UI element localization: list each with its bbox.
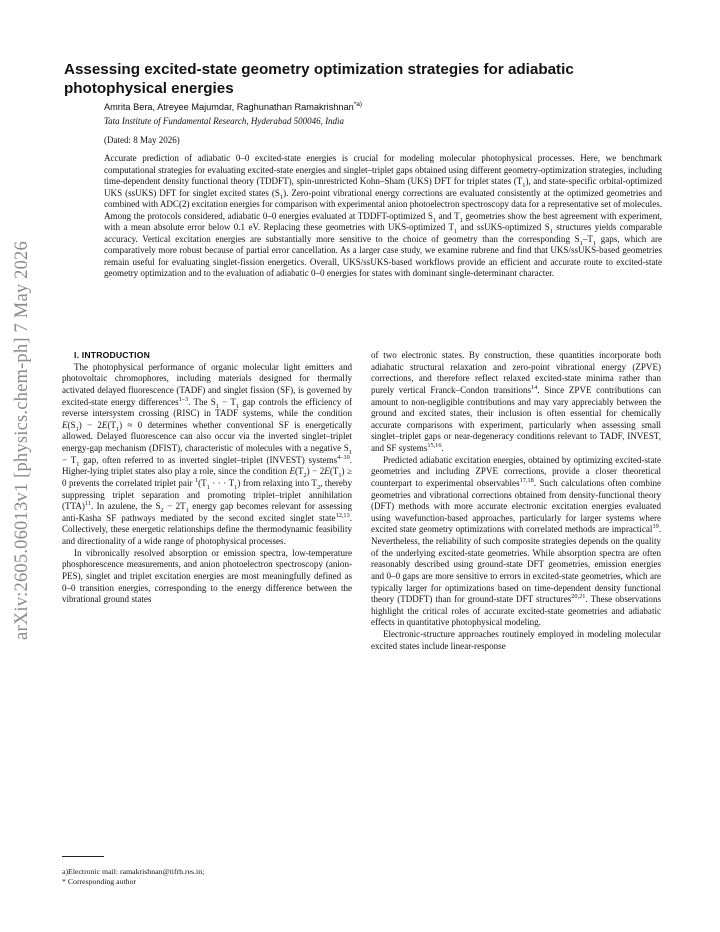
affiliation: Tata Institute of Fundamental Research, Hyderabad 500046, India <box>104 116 345 126</box>
body-paragraph: Predicted adiabatic excitation energies, obtained by optimizing excited-state geometries and including ZPVE corrections, provide a closer theoretical counterpart to experimental observables$^{17,18}$. Such calculations often combine geometries and vibrational corrections obtained from density-functional theory (DFT) methods with more accurate electronic excitation energies evaluated using wavefunction-based approaches, particularly for larger systems where excited state geometry optimizations with correlated methods are impractical$^{19}$. Nevertheless, the reliability of such composite strategies depends on the quality of the underlying excited-state geometries. While absorption spectra are often reasonably described using ground-state DFT geometries, emission energies and 0–0 gaps are more sensitive to errors in excited-state geometries, which are typically larger for optimizations based on time-dependent density functional theory (TDDFT) than for ground-state DFT structures$^{20,21}$. These observations highlight the critical roles of accurate excited-state geometries and adiabatic effects in quantitative photophysical modeling. <box>371 454 661 628</box>
section-heading: I. INTRODUCTION <box>74 350 151 360</box>
body-paragraph: The photophysical performance of organic molecular light emitters and photovoltaic chromophores, including materials designed for thermally activated delayed fluorescence (TADF) and singlet fission (SF), is governed by excited-state energy differences$^{1-3}$. The $S_1 - T_1$ gap controls the efficiency of reverse intersystem crossing (RISC) in TADF systems, while the condition $E(S_1) - 2E(T_1) \approx 0$ determines whether conventional SF is energetically allowed. Delayed fluorescence can also occur via the inverted singlet–triplet energy-gap mechanism (DFIST), characteristic of molecules with a negative $S_1 - T_1$ gap, often referred to as inverted singlet–triplet (INVEST) systems$^{4-10}$. Higher-lying triplet states also play a role, since the condition $E(T_2) - 2E(T_1) \ge 0$ prevents the correlated triplet pair $^1(T_1$ · · · $T_1$) from relaxing into $T_2$, thereby suppressing triplet separation and promoting triplet–triplet annihilation (TTA)$^{11}$. In azulene, the $S_2 - 2T_1$ energy gap becomes relevant for assessing anti-Kasha SF pathways mediated by the second excited singlet state$^{12,13}$. Collectively, these energetic relationships define the thermodynamic feasibility and directionality of a wide range of photophysical processes. <box>62 361 352 546</box>
body-paragraph: In vibronically resolved absorption or emission spectra, low-temperature phosphorescence measurements, and anion photoelectron spectroscopy (anion-PES), singlet and triplet excitation energies are most meaningfully defined as 0–0 transition energies, corresponding to the energy difference between the vibrational ground states <box>62 547 352 605</box>
arxiv-stamp <box>2 210 42 670</box>
body-column-left <box>62 350 352 606</box>
paper-title: Assessing excited-state geometry optimization strategies for adiabatic photophysical energies <box>64 61 574 97</box>
footnote-rule <box>62 856 104 857</box>
author-list <box>104 102 664 112</box>
body-column-right <box>371 350 661 652</box>
footnote-email: a)Electronic mail: ramakrishnan@tifrh.res.in; <box>62 867 205 876</box>
author-marks: *a) <box>353 100 363 108</box>
date-line: (Dated: 8 May 2026) <box>104 135 180 145</box>
body-paragraph: Electronic-structure approaches routinely employed in modeling molecular excited states include linear-response <box>371 629 661 651</box>
body-paragraph: of two electronic states. By construction, these quantities incorporate both adiabatic structural relaxation and zero-point vibrational energy (ZPVE) corrections, and therefore reflect relaxed excited-state minima rather than purely vertical Franck–Condon transitions$^{14}$. Since ZPVE contributions can amount to non-negligible contributions and may vary appreciably between the ground and excited states, their inclusion is often essential for chemically accurate comparisons with experiment, particularly when assessing small singlet–triplet gaps or near-degeneracy conditions relevant to TADF, INVEST, and SF systems$^{15,16}$. <box>371 350 661 453</box>
abstract: Accurate prediction of adiabatic 0–0 excited-state energies is crucial for modeling molecular photophysical processes. Here, we benchmark computational strategies for evaluating excited-state energies and singlet–triplet gaps obtained using different geometry-optimization strategies, including time-dependent density functional theory (TDDFT), spin-unrestricted Kohn–Sham (UKS) DFT for triplet states $(T_1)$, and state-specific orbital-optimized UKS (ssUKS) DFT for singlet excited states $(S_1)$. Zero-point vibrational energy corrections are evaluated consistently at the optimized geometries and combined with ADC(2) excitation energies for comparison with experimental anion photoelectron spectroscopy data for a representative set of molecules. Among the protocols considered, adiabatic 0–0 energies evaluated at TDDFT-optimized $S_1$ and $T_1$ geometries show the best agreement with experiment, with a mean absolute error below 0.1 eV. Replacing these geometries with UKS-optimized $T_1$ and ssUKS-optimized $S_1$ structures yields comparable accuracy. Vertical excitation energies are substantially more sensitive to the choice of geometry than the corresponding $S_1-T_1$ gaps, which are comparatively more robust because of partial error cancellation. As a larger case study, we examine rubrene and find that UKS/ssUKS-based geometries remain useful for evaluating singlet-fission energetics. Overall, UKS/ssUKS-based workflows provide an efficient and accurate route to excited-state geometry optimization and to the evaluation of adiabatic 0–0 energies for states with dominant single-determinant character. <box>104 153 662 279</box>
footnotes <box>62 867 352 887</box>
footnote-corresponding-author: * Corresponding author <box>62 877 137 886</box>
arxiv-identifier: arXiv:2605.06013v1 [physics.chem-ph] 7 May 2026 <box>11 240 32 640</box>
author-names: Amrita Bera, Atreyee Majumdar, Raghunathan Ramakrishnan <box>104 102 354 112</box>
